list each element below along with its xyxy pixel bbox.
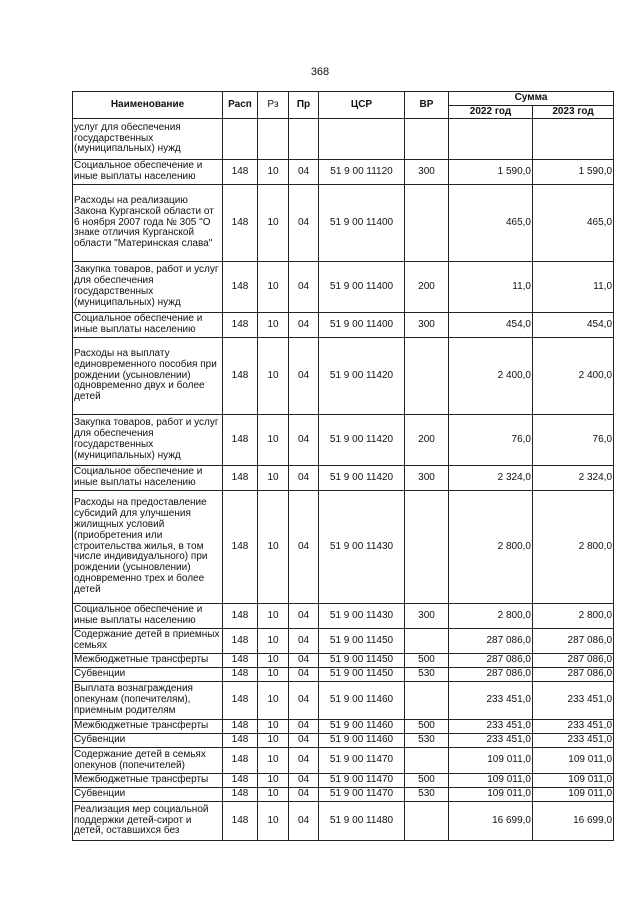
cell-rasp: 148 — [223, 160, 258, 185]
cell-rz: 10 — [258, 720, 289, 734]
cell-sum-2023: 16 699,0 — [533, 802, 614, 841]
cell-csr: 51 9 00 11400 — [319, 262, 405, 313]
cell-vr: 200 — [405, 262, 449, 313]
cell-pr: 04 — [289, 788, 319, 802]
cell-rasp: 148 — [223, 668, 258, 682]
cell-pr: 04 — [289, 338, 319, 415]
cell-sum-2022: 11,0 — [449, 262, 533, 313]
cell-sum-2022: 233 451,0 — [449, 682, 533, 720]
cell-name: Закупка товаров, работ и услуг для обеспечения государственных (муниципальных) нужд — [73, 262, 223, 313]
cell-rasp: 148 — [223, 262, 258, 313]
cell-rz: 10 — [258, 788, 289, 802]
cell-name: Межбюджетные трансферты — [73, 774, 223, 788]
cell-pr: 04 — [289, 720, 319, 734]
cell-csr: 51 9 00 11400 — [319, 185, 405, 262]
cell-sum-2022: 16 699,0 — [449, 802, 533, 841]
cell-rz: 10 — [258, 185, 289, 262]
cell-vr — [405, 185, 449, 262]
cell-sum-2022: 287 086,0 — [449, 654, 533, 668]
cell-name: Субвенции — [73, 788, 223, 802]
cell-vr — [405, 748, 449, 774]
cell-pr: 04 — [289, 415, 319, 466]
cell-rz: 10 — [258, 682, 289, 720]
cell-name: Социальное обеспечение и иные выплаты населению — [73, 313, 223, 338]
header-rz: Рз — [258, 92, 289, 119]
cell-rasp: 148 — [223, 748, 258, 774]
cell-sum-2022: 109 011,0 — [449, 774, 533, 788]
cell-sum-2022: 454,0 — [449, 313, 533, 338]
cell-pr: 04 — [289, 668, 319, 682]
cell-vr: 300 — [405, 604, 449, 629]
cell-rz: 10 — [258, 629, 289, 654]
cell-name: Выплата вознаграждения опекунам (попечителям), приемным родителям — [73, 682, 223, 720]
cell-sum-2022: 287 086,0 — [449, 629, 533, 654]
header-vr: ВР — [405, 92, 449, 119]
cell-name: Содержание детей в приемных семьях — [73, 629, 223, 654]
cell-rasp: 148 — [223, 466, 258, 491]
cell-rasp: 148 — [223, 774, 258, 788]
budget-table — [72, 91, 614, 841]
cell-csr: 51 9 00 11460 — [319, 682, 405, 720]
cell-csr: 51 9 00 11470 — [319, 774, 405, 788]
cell-name: Субвенции — [73, 734, 223, 748]
cell-vr — [405, 682, 449, 720]
cell-sum-2023: 2 324,0 — [533, 466, 614, 491]
cell-csr: 51 9 00 11450 — [319, 654, 405, 668]
cell-vr: 200 — [405, 415, 449, 466]
cell-rasp: 148 — [223, 629, 258, 654]
cell-sum-2023: 2 800,0 — [533, 604, 614, 629]
cell-sum-2022: 76,0 — [449, 415, 533, 466]
cell-csr: 51 9 00 11450 — [319, 668, 405, 682]
cell-rasp: 148 — [223, 185, 258, 262]
cell-rz: 10 — [258, 734, 289, 748]
cell-csr: 51 9 00 11450 — [319, 629, 405, 654]
cell-sum-2022: 2 800,0 — [449, 491, 533, 604]
cell-sum-2023: 2 800,0 — [533, 491, 614, 604]
cell-sum-2023: 287 086,0 — [533, 654, 614, 668]
cell-pr: 04 — [289, 466, 319, 491]
cell-vr: 530 — [405, 734, 449, 748]
cell-rz: 10 — [258, 604, 289, 629]
cell-pr: 04 — [289, 262, 319, 313]
cell-sum-2023: 76,0 — [533, 415, 614, 466]
cell-sum-2023: 233 451,0 — [533, 682, 614, 720]
table-row — [73, 788, 614, 802]
cell-rasp: 148 — [223, 682, 258, 720]
table-row — [73, 466, 614, 491]
cell-rz: 10 — [258, 160, 289, 185]
cell-rasp: 148 — [223, 654, 258, 668]
cell-sum-2022: 233 451,0 — [449, 734, 533, 748]
cell-sum-2022: 109 011,0 — [449, 788, 533, 802]
header-csr: ЦСР — [319, 92, 405, 119]
cell-rasp: 148 — [223, 604, 258, 629]
page-number: 368 — [310, 66, 330, 78]
cell-pr: 04 — [289, 313, 319, 338]
table-row — [73, 160, 614, 185]
cell-sum-2022: 2 324,0 — [449, 466, 533, 491]
table-row — [73, 119, 614, 160]
table-row — [73, 415, 614, 466]
cell-rz: 10 — [258, 774, 289, 788]
header-year-2023: 2023 год — [533, 106, 614, 119]
cell-pr: 04 — [289, 682, 319, 720]
table-row — [73, 748, 614, 774]
cell-pr: 04 — [289, 491, 319, 604]
cell-rasp: 148 — [223, 734, 258, 748]
cell-rz: 10 — [258, 654, 289, 668]
cell-sum-2023: 233 451,0 — [533, 734, 614, 748]
table-row — [73, 802, 614, 841]
table-row — [73, 604, 614, 629]
cell-sum-2022: 287 086,0 — [449, 668, 533, 682]
table-row — [73, 774, 614, 788]
cell-sum-2023: 465,0 — [533, 185, 614, 262]
table-row — [73, 682, 614, 720]
cell-name: Межбюджетные трансферты — [73, 654, 223, 668]
cell-sum-2022: 1 590,0 — [449, 160, 533, 185]
cell-csr: 51 9 00 11460 — [319, 720, 405, 734]
cell-vr: 500 — [405, 774, 449, 788]
cell-sum-2022: 233 451,0 — [449, 720, 533, 734]
cell-sum-2022: 2 800,0 — [449, 604, 533, 629]
cell-csr: 51 9 00 11480 — [319, 802, 405, 841]
cell-rz: 10 — [258, 415, 289, 466]
cell-name: Закупка товаров, работ и услуг для обеспечения государственных (муниципальных) нужд — [73, 415, 223, 466]
cell-vr — [405, 119, 449, 160]
cell-csr: 51 9 00 11460 — [319, 734, 405, 748]
cell-csr: 51 9 00 11470 — [319, 748, 405, 774]
cell-name: Расходы на выплату единовременного пособия при рождении (усыновлении) одновременно двух и более детей — [73, 338, 223, 415]
cell-sum-2023 — [533, 119, 614, 160]
header-year-2022: 2022 год — [449, 106, 533, 119]
cell-name: Расходы на реализацию Закона Курганской области от 6 ноября 2007 года № 305 "О знаке отличия Курганской области "Материнская слава" — [73, 185, 223, 262]
cell-vr: 300 — [405, 466, 449, 491]
cell-csr: 51 9 00 11120 — [319, 160, 405, 185]
table-row — [73, 720, 614, 734]
cell-name: Реализация мер социальной поддержки детей-сирот и детей, оставшихся без — [73, 802, 223, 841]
cell-rz: 10 — [258, 748, 289, 774]
table-row — [73, 734, 614, 748]
cell-name: услуг для обеспечения государственных (муниципальных) нужд — [73, 119, 223, 160]
cell-vr — [405, 629, 449, 654]
header-name: Наименование — [73, 92, 223, 119]
cell-csr — [319, 119, 405, 160]
cell-rasp: 148 — [223, 491, 258, 604]
cell-vr: 300 — [405, 160, 449, 185]
cell-rasp — [223, 119, 258, 160]
cell-rz: 10 — [258, 802, 289, 841]
cell-pr: 04 — [289, 734, 319, 748]
cell-csr: 51 9 00 11420 — [319, 338, 405, 415]
cell-rasp: 148 — [223, 788, 258, 802]
cell-pr: 04 — [289, 654, 319, 668]
cell-csr: 51 9 00 11430 — [319, 491, 405, 604]
cell-csr: 51 9 00 11470 — [319, 788, 405, 802]
cell-rz: 10 — [258, 313, 289, 338]
cell-name: Содержание детей в семьях опекунов (попечителей) — [73, 748, 223, 774]
header-pr: Пр — [289, 92, 319, 119]
cell-sum-2022: 465,0 — [449, 185, 533, 262]
table-row — [73, 654, 614, 668]
cell-sum-2023: 454,0 — [533, 313, 614, 338]
cell-pr: 04 — [289, 629, 319, 654]
table-row — [73, 262, 614, 313]
cell-csr: 51 9 00 11420 — [319, 466, 405, 491]
cell-name: Социальное обеспечение и иные выплаты населению — [73, 466, 223, 491]
cell-name: Расходы на предоставление субсидий для улучшения жилищных условий (приобретения или строительства жилья, в том числе индивидуального) при рождении (усыновлении) одновременно трех и более детей — [73, 491, 223, 604]
cell-sum-2023: 11,0 — [533, 262, 614, 313]
cell-vr: 530 — [405, 788, 449, 802]
cell-rz: 10 — [258, 466, 289, 491]
cell-vr: 500 — [405, 720, 449, 734]
cell-sum-2023: 109 011,0 — [533, 774, 614, 788]
cell-sum-2023: 109 011,0 — [533, 788, 614, 802]
cell-sum-2023: 233 451,0 — [533, 720, 614, 734]
cell-pr: 04 — [289, 185, 319, 262]
cell-sum-2023: 1 590,0 — [533, 160, 614, 185]
table-row — [73, 668, 614, 682]
cell-csr: 51 9 00 11430 — [319, 604, 405, 629]
cell-vr: 500 — [405, 654, 449, 668]
cell-rasp: 148 — [223, 313, 258, 338]
table-row — [73, 185, 614, 262]
cell-name: Субвенции — [73, 668, 223, 682]
cell-pr: 04 — [289, 802, 319, 841]
cell-rz: 10 — [258, 338, 289, 415]
cell-rz: 10 — [258, 262, 289, 313]
cell-csr: 51 9 00 11400 — [319, 313, 405, 338]
cell-rz — [258, 119, 289, 160]
cell-name: Социальное обеспечение и иные выплаты населению — [73, 160, 223, 185]
table-row — [73, 491, 614, 604]
cell-pr: 04 — [289, 774, 319, 788]
cell-rasp: 148 — [223, 338, 258, 415]
cell-sum-2023: 2 400,0 — [533, 338, 614, 415]
cell-sum-2023: 109 011,0 — [533, 748, 614, 774]
cell-rz: 10 — [258, 668, 289, 682]
cell-pr: 04 — [289, 160, 319, 185]
cell-sum-2022: 109 011,0 — [449, 748, 533, 774]
cell-sum-2022: 2 400,0 — [449, 338, 533, 415]
cell-name: Социальное обеспечение и иные выплаты населению — [73, 604, 223, 629]
table-row — [73, 338, 614, 415]
cell-rasp: 148 — [223, 415, 258, 466]
header-sum: Сумма — [449, 92, 614, 106]
cell-name: Межбюджетные трансферты — [73, 720, 223, 734]
table-row — [73, 629, 614, 654]
cell-vr — [405, 802, 449, 841]
cell-vr: 530 — [405, 668, 449, 682]
table-body — [73, 119, 614, 841]
table-row — [73, 313, 614, 338]
cell-sum-2023: 287 086,0 — [533, 629, 614, 654]
cell-vr: 300 — [405, 313, 449, 338]
cell-pr: 04 — [289, 604, 319, 629]
cell-rasp: 148 — [223, 802, 258, 841]
cell-pr — [289, 119, 319, 160]
cell-sum-2022 — [449, 119, 533, 160]
cell-pr: 04 — [289, 748, 319, 774]
cell-sum-2023: 287 086,0 — [533, 668, 614, 682]
cell-vr — [405, 338, 449, 415]
cell-csr: 51 9 00 11420 — [319, 415, 405, 466]
cell-rz: 10 — [258, 491, 289, 604]
header-rasp: Расп — [223, 92, 258, 119]
cell-vr — [405, 491, 449, 604]
cell-rasp: 148 — [223, 720, 258, 734]
